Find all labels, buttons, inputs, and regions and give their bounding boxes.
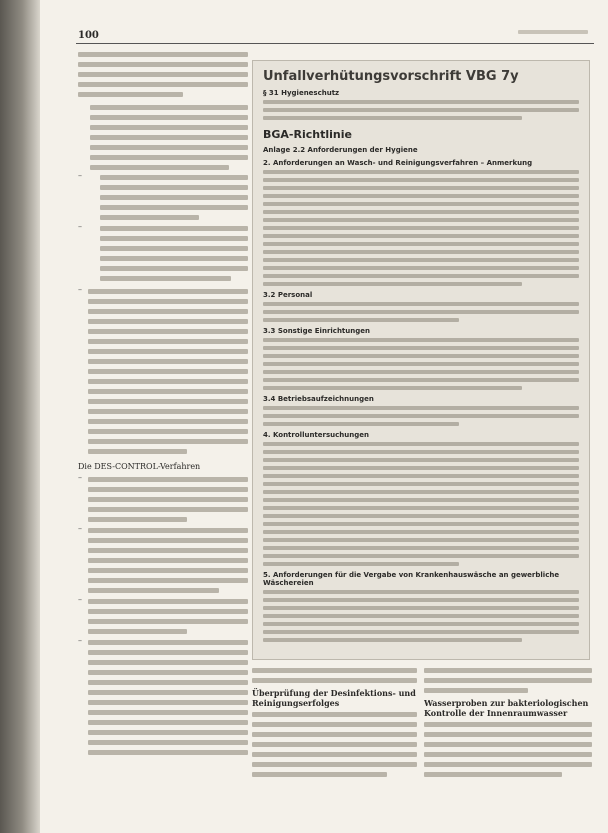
section-heading: 2. Anforderungen an Wasch- und Reinigungsverfahren – Anmerkung [263, 159, 533, 167]
left-paragraph [78, 289, 248, 454]
bottom-right-column [424, 668, 592, 828]
section-heading: 3.4 Betriebsaufzeichnungen [263, 395, 374, 403]
left-paragraph [78, 105, 248, 281]
bottom-right-heading: Wasserproben zur bakteriologischen Kontrolle der Innenraumwasser [424, 698, 589, 718]
section-heading: 4. Kontrolluntersuchungen [263, 431, 369, 439]
left-paragraph [78, 52, 248, 97]
regulation-heading: § 31 Hygieneschutz [263, 89, 340, 97]
section-heading: 3.3 Sonstige Einrichtungen [263, 327, 370, 335]
regulation-box [252, 60, 590, 660]
left-column [78, 52, 248, 822]
section-heading: 5. Anforderungen für die Vergabe von Krankenhauswäsche an gewerbliche Wäschereien [263, 571, 560, 587]
bottom-middle-column [252, 668, 417, 828]
running-head [518, 30, 588, 34]
annex-heading: Anlage 2.2 Anforderungen der Hygiene [263, 146, 418, 154]
bottom-middle-heading: Überprüfung der Desinfektions- und Reinigungserfolges [252, 688, 416, 708]
box-title: Unfallverhütungsvorschrift VBG 7y [263, 69, 519, 84]
header-rule [76, 43, 594, 44]
section-heading: 3.2 Personal [263, 291, 313, 299]
des-control-label: Die DES-CONTROL-Verfahren [78, 462, 201, 471]
page-number: 100 [78, 30, 99, 41]
bga-title: BGA-Richtlinie [263, 128, 352, 141]
book-binding-shadow [0, 0, 40, 833]
left-paragraph [78, 477, 248, 755]
